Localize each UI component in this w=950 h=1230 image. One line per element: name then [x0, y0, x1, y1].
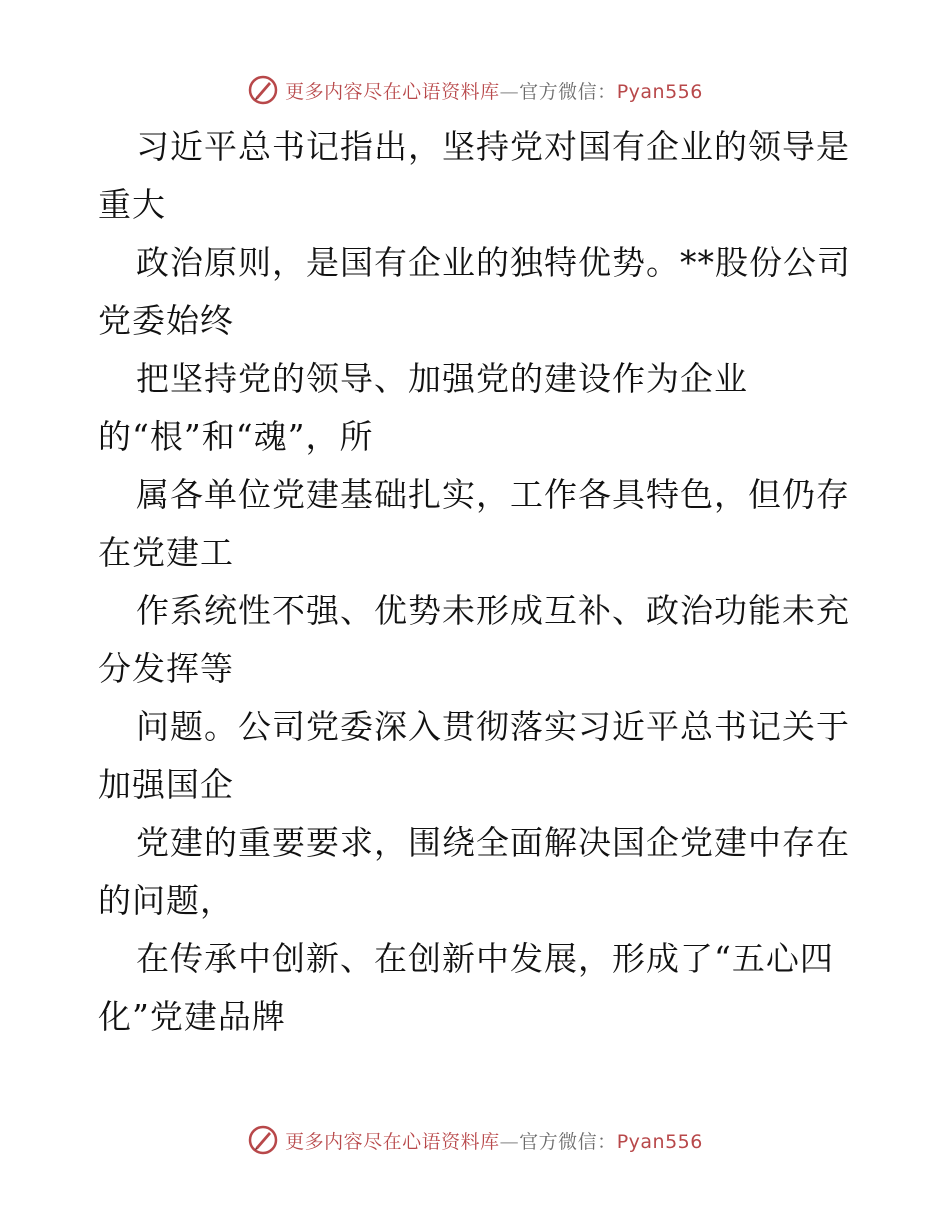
banner-title: 更多内容尽在心语资料库 — [285, 80, 500, 103]
quill-logo-icon — [247, 1124, 279, 1156]
text-line: 重大 — [98, 185, 166, 224]
banner-separator: — — [499, 1130, 520, 1153]
footer-banner — [0, 1120, 950, 1160]
text-line: 化”党建品牌 — [98, 997, 286, 1036]
banner-wechat-label: 官方微信： — [519, 80, 617, 103]
banner-separator: — — [499, 80, 520, 103]
banner-wechat-id: Pyan556 — [616, 1130, 703, 1153]
header-banner — [0, 70, 950, 110]
text-line: 属各单位党建基础扎实，工作各具特色，但仍存 — [136, 475, 850, 514]
text-line: 在党建工 — [98, 533, 234, 572]
banner-title: 更多内容尽在心语资料库 — [285, 1130, 500, 1153]
text-line: 在传承中创新、在创新中发展，形成了“五心四 — [136, 939, 834, 978]
document-body — [98, 118, 858, 1046]
banner-wechat-label: 官方微信： — [519, 1130, 617, 1153]
text-line: 的问题， — [98, 881, 234, 920]
banner-text — [285, 77, 703, 104]
text-line: 问题。公司党委深入贯彻落实习近平总书记关于 — [136, 707, 850, 746]
text-line: 加强国企 — [98, 765, 234, 804]
text-line: 党建的重要要求，围绕全面解决国企党建中存在 — [136, 823, 850, 862]
text-line: 作系统性不强、优势未形成互补、政治功能未充 — [136, 591, 850, 630]
text-line: 党委始终 — [98, 301, 234, 340]
banner-text — [285, 1127, 703, 1154]
banner-wechat-id: Pyan556 — [616, 80, 703, 103]
text-line: 把坚持党的领导、加强党的建设作为企业 — [136, 359, 748, 398]
text-line: 政治原则，是国有企业的独特优势。**股份公司 — [136, 243, 851, 282]
quill-logo-icon — [247, 74, 279, 106]
text-line: 分发挥等 — [98, 649, 234, 688]
text-line: 的“根”和“魂”，所 — [98, 417, 374, 456]
text-line: 习近平总书记指出，坚持党对国有企业的领导是 — [136, 127, 850, 166]
